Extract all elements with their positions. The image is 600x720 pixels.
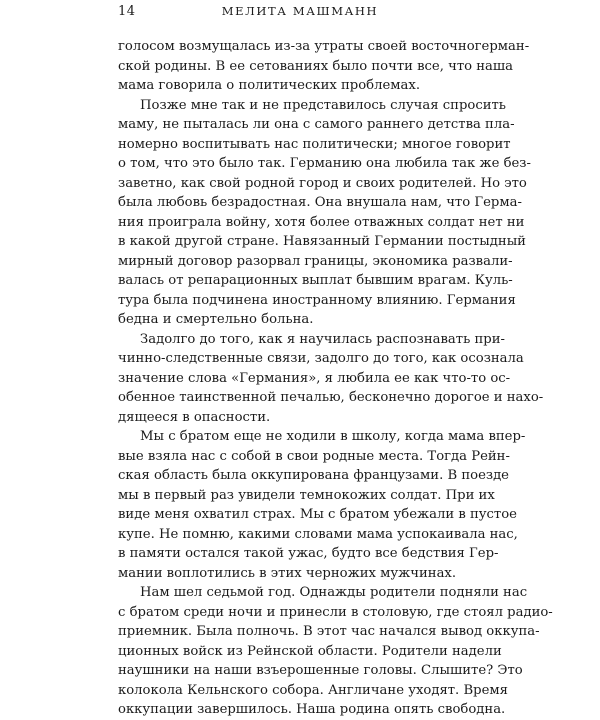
- text-line: обенное таинственной печалью, бесконечно дорогое и нахо-: [118, 390, 544, 405]
- text-line: вые взяла нас с собой в свои родные места. Тогда Рейн-: [118, 448, 510, 464]
- paragraph: [118, 37, 530, 96]
- paragraph: [118, 583, 553, 720]
- text-line: значение слова «Германия», я любила ее как что-то ос-: [118, 370, 511, 386]
- text-line: мама говорила о политических проблемах.: [118, 78, 421, 93]
- text-line: колокола Кельнского собора. Англичане уходят. Время: [118, 682, 508, 698]
- page-number: 14: [118, 4, 136, 19]
- text-line: бедна и смертельно больна.: [118, 312, 314, 327]
- text-line: с братом среди ночи и принесли в столовую, где стоял радио-: [118, 604, 553, 620]
- text-line: голосом возмущалась из-за утраты своей восточногерман-: [118, 39, 530, 54]
- text-line: мы в первый раз увидели темнокожих солдат. При их: [118, 487, 495, 503]
- paragraph: [118, 427, 526, 583]
- text-line: заветно, как свой родной город и своих родителей. Но это: [118, 175, 527, 191]
- text-line: ской родины. В ее сетованиях было почти все, что наша: [118, 58, 514, 74]
- text-line: в какой другой стране. Навязанный Германии постыдный: [118, 234, 526, 249]
- text-line: тура была подчинена иностранному влиянию. Германия: [118, 292, 516, 308]
- paragraph: [118, 96, 531, 330]
- text-line: номерно воспитывать нас политически; многое говорит: [118, 136, 511, 152]
- text-line: в памяти остался такой ужас, будто все бедствия Гер-: [118, 546, 499, 561]
- text-line: Позже мне так и не представилось случая спросить: [140, 97, 506, 113]
- text-line: оккупации завершилось. Наша родина опять свободна.: [118, 702, 506, 717]
- running-head: МЕЛИТА МАШМАНН: [221, 4, 379, 18]
- text-line: маму, не пыталась ли она с самого раннего детства пла-: [118, 117, 515, 132]
- text-line: ская область была оккупирована французами. В поезде: [118, 468, 509, 483]
- text-line: мании воплотились в этих черножих мужчинах.: [118, 565, 457, 581]
- paragraph: [118, 330, 544, 428]
- text-line: о том, что это было так. Германию она любила так же без-: [118, 156, 531, 171]
- text-line: дящееся в опасности.: [118, 409, 271, 425]
- text-line: ния проиграла войну, хотя более отважных солдат нет ни: [118, 214, 525, 230]
- text-line: виде меня охватил страх. Мы с братом убежали в пустое: [118, 507, 517, 522]
- text-line: купе. Не помню, какими словами мама успокаивала нас,: [118, 526, 518, 542]
- text-line: валась от репарационных выплат бывшим врагам. Куль-: [118, 273, 513, 288]
- text-line: Нам шел седьмой год. Однажды родители подняли нас: [140, 585, 528, 600]
- text-line: приемник. Была полночь. В этот час начался вывод оккупа-: [118, 624, 540, 639]
- text-line: Мы с братом еще не ходили в школу, когда мама впер-: [140, 429, 526, 444]
- text-line: наушники на наши взъерошенные головы. Слышите? Это: [118, 663, 523, 678]
- text-line: ционных войск из Рейнской области. Родители надели: [118, 643, 502, 659]
- text-line: была любовь безрадостная. Она внушала нам, что Герма-: [118, 195, 522, 210]
- text-line: чинно-следственные связи, задолго до того, как осознала: [118, 351, 524, 366]
- text-line: мирный договор разорвал границы, экономика развали-: [118, 253, 513, 269]
- body-text: [118, 37, 553, 720]
- text-line: Задолго до того, как я научилась распознавать при-: [140, 331, 505, 347]
